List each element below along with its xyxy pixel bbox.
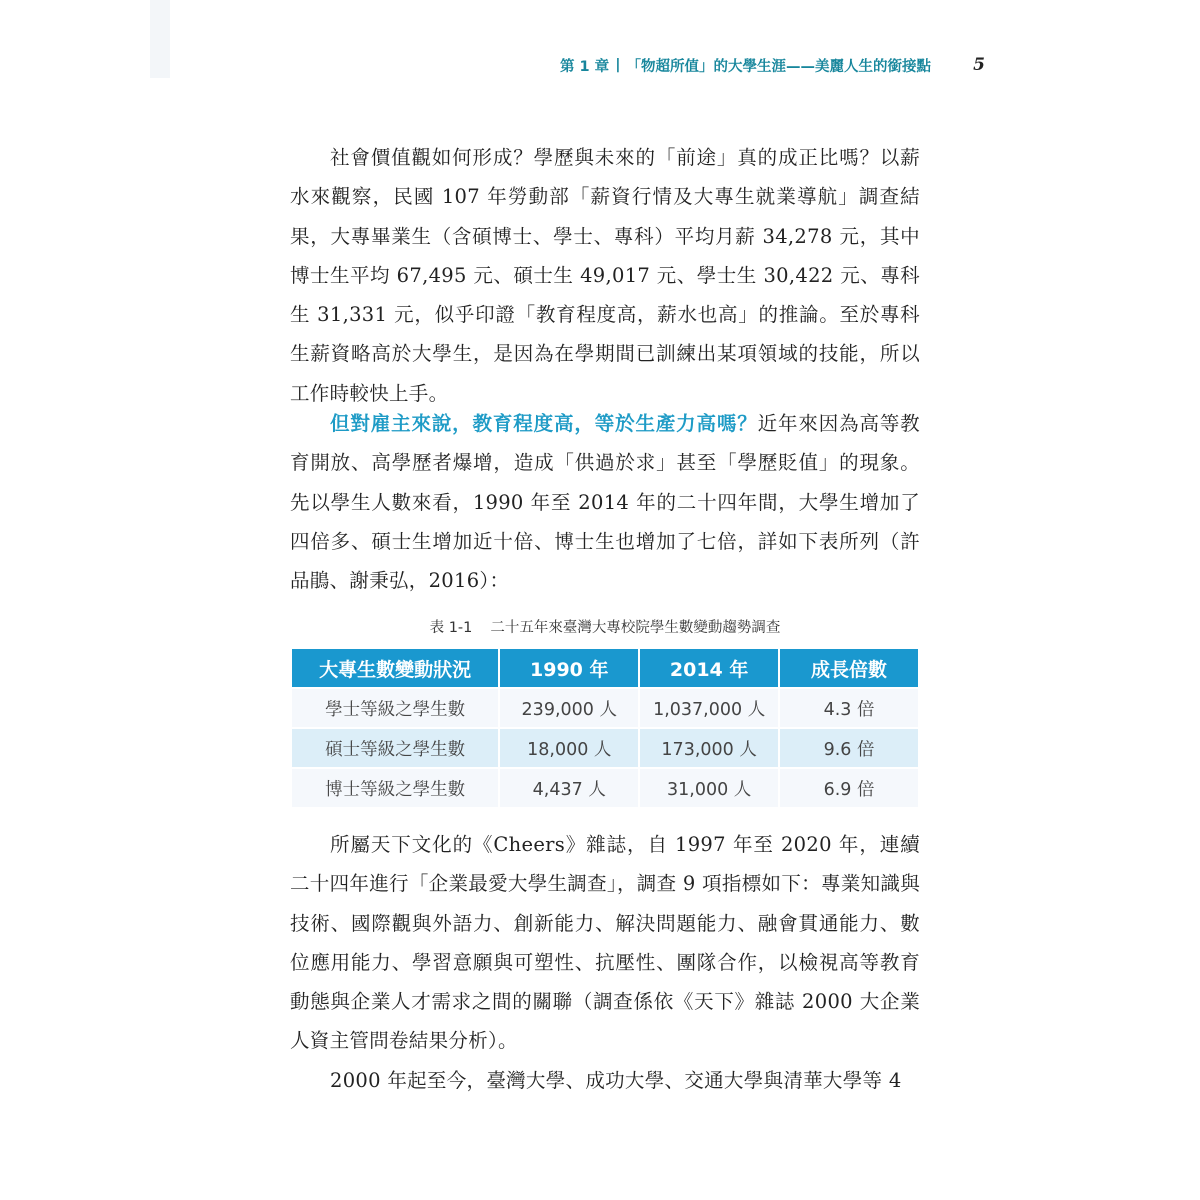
chapter-title: 「物超所值」的大學生涯——美麗人生的銜接點 xyxy=(626,58,931,75)
table-cell: 4,437 人 xyxy=(500,769,638,807)
table-caption xyxy=(290,616,920,637)
table-row xyxy=(292,769,918,807)
table-cell: 學士等級之學生數 xyxy=(292,689,498,727)
body-paragraph-3: 所屬天下文化的《Cheers》雜誌，自 1997 年至 2020 年，連續二十四年進行「企業最愛大學生調查」，調查 9 項指標如下：專業知識與技術、國際觀與外語力、創新能力、解決問題能力、融會貫通能力、數位應用能力、學習意願與可塑性、抗壓性、團隊合作，以檢視高等教育動態與企業人才需求之間的關聯（調查係依《天下》雜誌 2000 大企業人資主管問卷結果分析）。 xyxy=(290,833,920,1053)
page-number: 5 xyxy=(973,55,985,75)
header-separator: | xyxy=(615,57,621,73)
body-paragraph-1: 社會價值觀如何形成？學歷與未來的「前途」真的成正比嗎？以薪水來觀察，民國 107 年勞動部「薪資行情及大專生就業導航」調查結果，大專畢業生（含碩博士、學士、專科）平均月薪 34,278 元，其中博士生平均 67,495 元、碩士生 49,017 元、學士生 30,422 元、專科生 31,331 元，似乎印證「教育程度高，薪水也高」的推論。至於專科生薪資略高於大學生，是因為在學期間已訓練出某項領域的技能，所以工作時較快上手。 xyxy=(290,146,920,405)
paragraph-2-text: 近年來因為高等教育開放、高學歷者爆增，造成「供過於求」甚至「學歷貶值」的現象。先以學生人數來看，1990 年至 2014 年的二十四年間，大學生增加了四倍多、碩士生增加近十倍、博士生也增加了七倍，詳如下表所列（許品鵑、謝秉弘，2016）： xyxy=(290,412,920,593)
table-cell: 31,000 人 xyxy=(640,769,778,807)
table-title: 二十五年來臺灣大專校院學生數變動趨勢調查 xyxy=(490,620,781,636)
table-header-cell: 大專生數變動狀況 xyxy=(292,649,498,687)
table-cell: 9.6 倍 xyxy=(780,729,918,767)
table-cell: 239,000 人 xyxy=(500,689,638,727)
page-edge-strip xyxy=(150,0,170,78)
table-header-cell: 成長倍數 xyxy=(780,649,918,687)
table-cell: 6.9 倍 xyxy=(780,769,918,807)
table-number: 表 1-1 xyxy=(429,620,473,636)
student-trend-table xyxy=(290,647,920,809)
table-row xyxy=(292,689,918,727)
table-header-cell: 2014 年 xyxy=(640,649,778,687)
table-cell: 173,000 人 xyxy=(640,729,778,767)
body-paragraph-4: 2000 年起至今，臺灣大學、成功大學、交通大學與清華大學等 4 xyxy=(330,1069,902,1092)
table-header-row xyxy=(292,649,918,687)
table-cell: 1,037,000 人 xyxy=(640,689,778,727)
table-cell: 博士等級之學生數 xyxy=(292,769,498,807)
table-cell: 4.3 倍 xyxy=(780,689,918,727)
table-row xyxy=(292,729,918,767)
highlighted-question: 但對雇主來說，教育程度高，等於生產力高嗎？ xyxy=(330,412,758,435)
table-cell: 18,000 人 xyxy=(500,729,638,767)
running-header xyxy=(560,52,985,78)
body-paragraph-2 xyxy=(290,404,920,600)
table-cell: 碩士等級之學生數 xyxy=(292,729,498,767)
table-header-cell: 1990 年 xyxy=(500,649,638,687)
chapter-label: 第 1 章 xyxy=(560,58,610,75)
